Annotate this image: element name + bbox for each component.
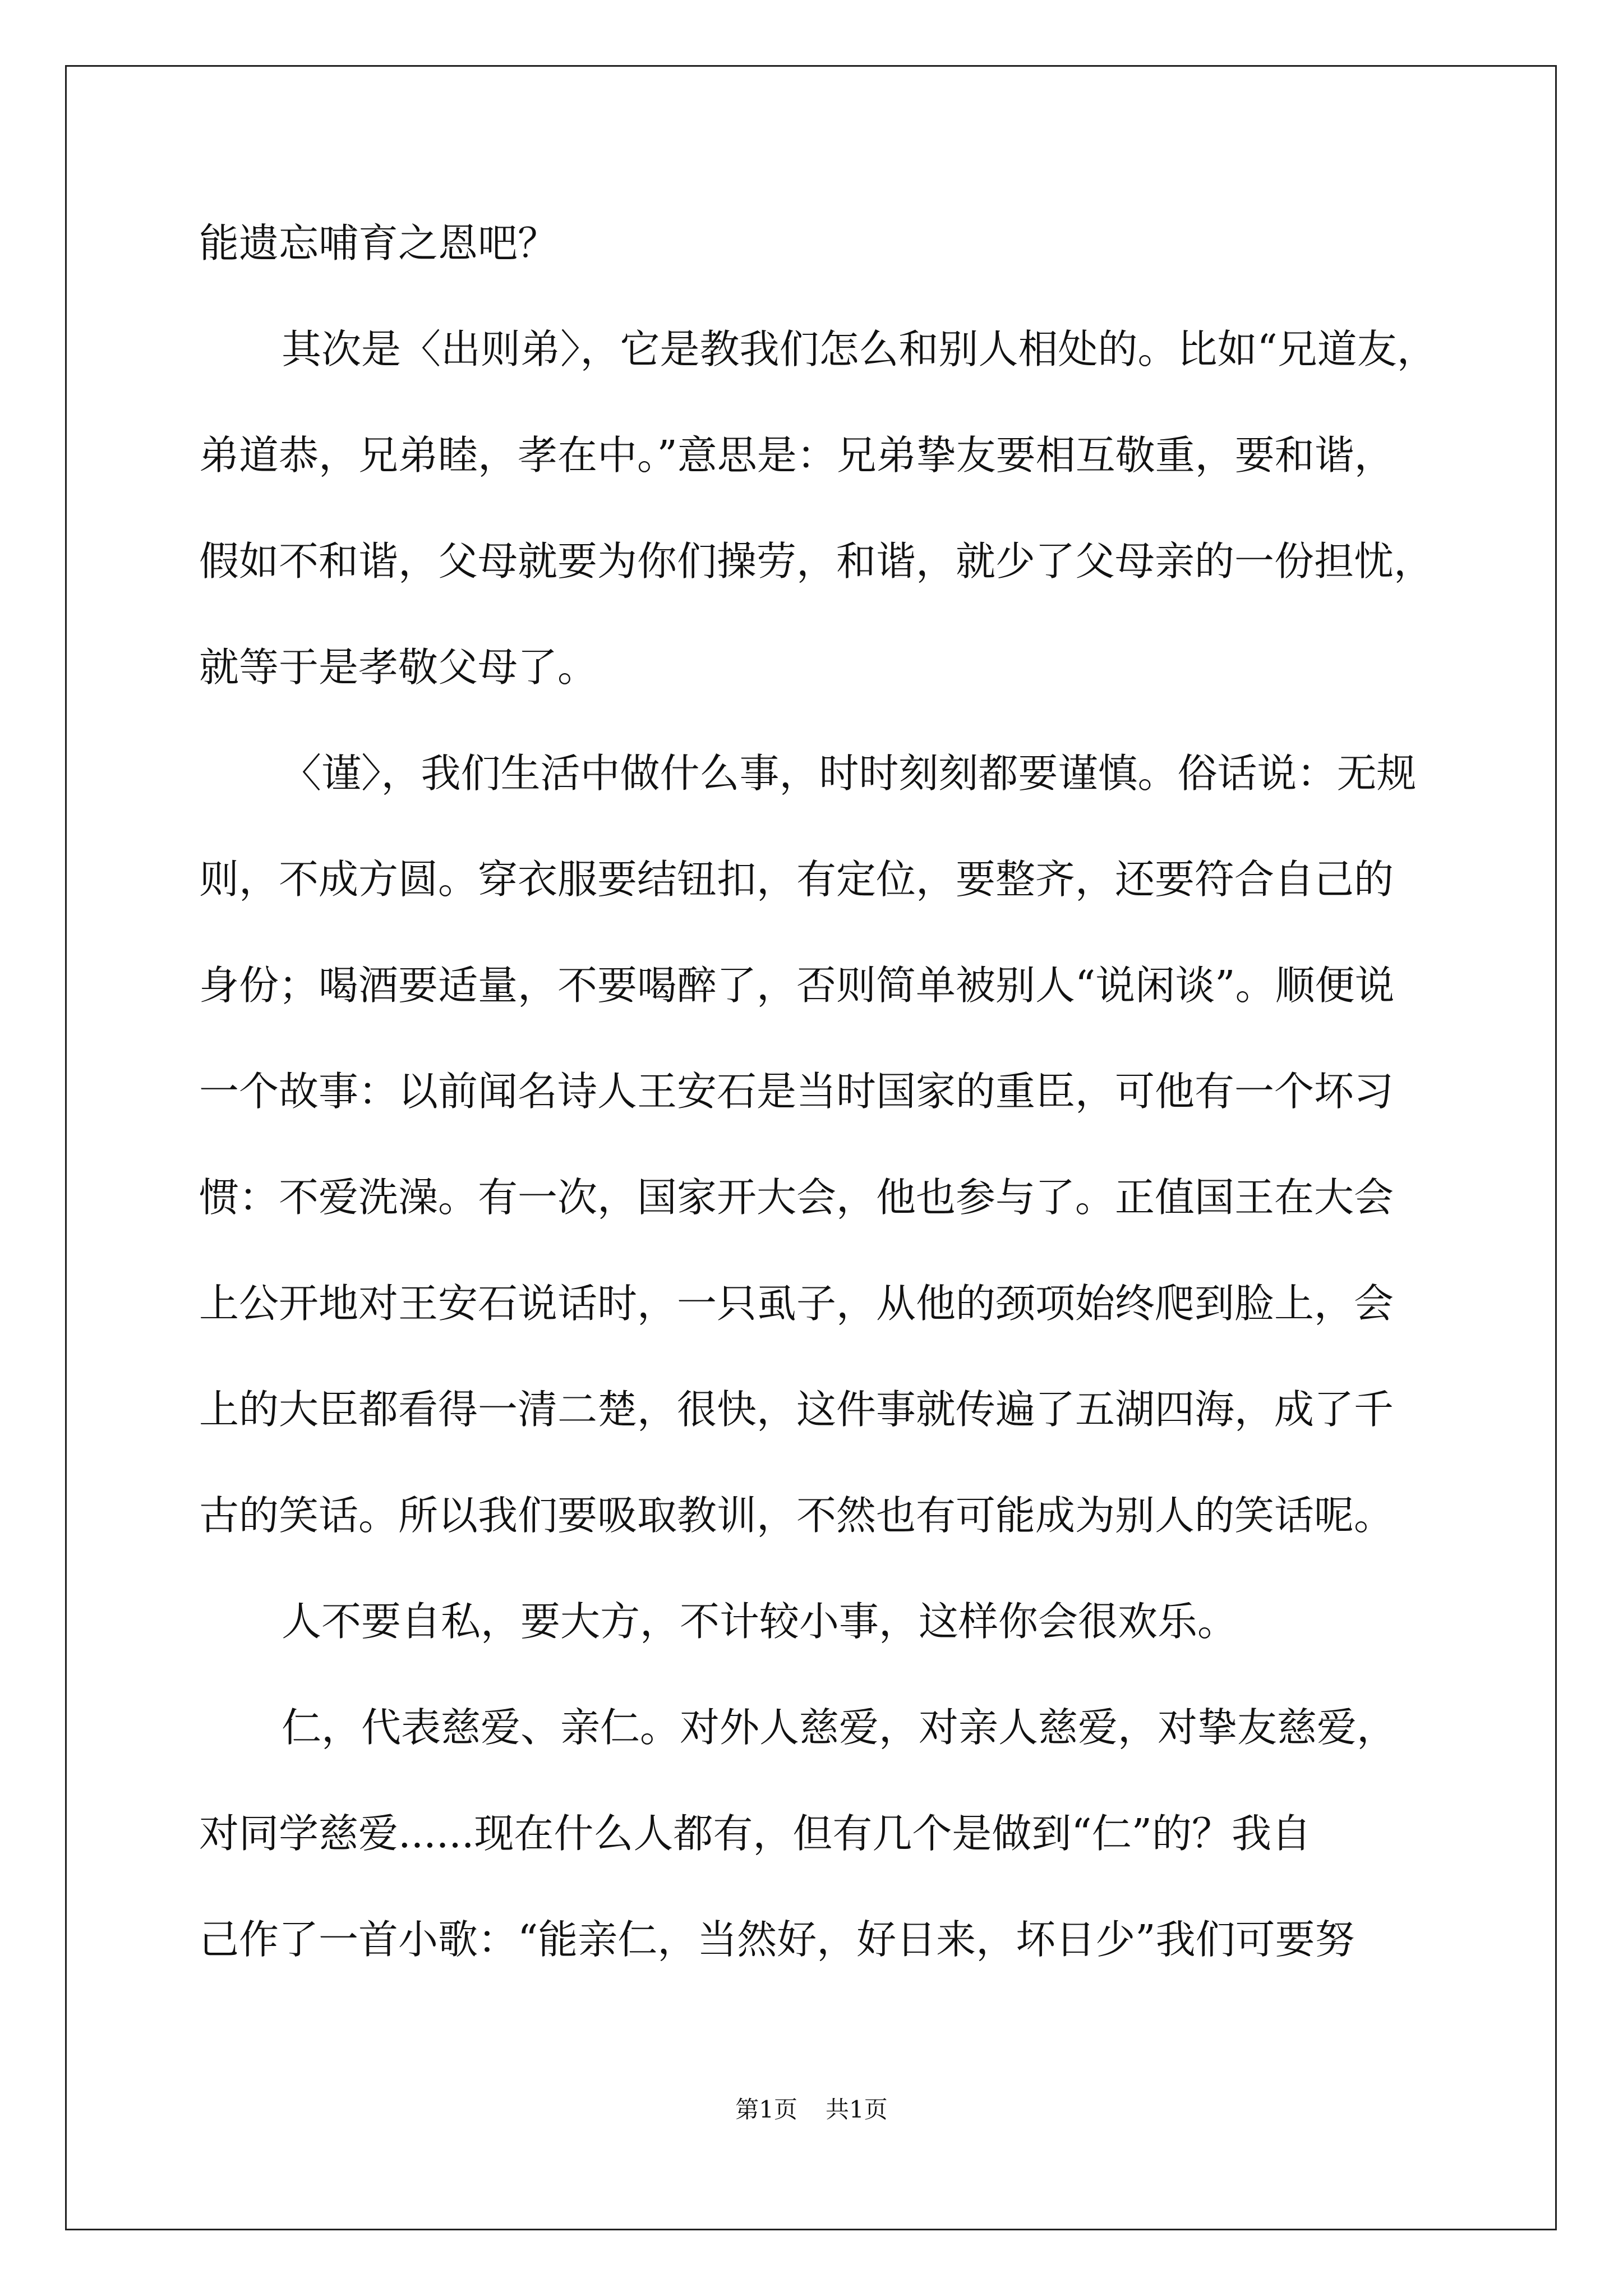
text-line: 一个故事：以前闻名诗人王安石是当时国家的重臣，可他有一个坏习 [199, 1068, 1394, 1115]
text-line: 弟道恭，兄弟睦，孝在中。”意思是：兄弟挚友要相互敬重，要和谐， [199, 432, 1394, 478]
text-line: 人不要自私，要大方，不计较小事，这样你会很欢乐。 [282, 1598, 1238, 1645]
text-line: 对同学慈爱......现在什么人都有，但有几个是做到“仁”的？我自 [199, 1810, 1312, 1857]
page-border [65, 65, 1557, 2230]
text-line: 身份；喝酒要适量，不要喝醉了，否则简单被别人“说闲谈”。顺便说 [199, 962, 1395, 1009]
text-line: 〈谨〉，我们生活中做什么事，时时刻刻都要谨慎。俗话说：无规 [282, 750, 1417, 797]
text-line: 上公开地对王安石说话时，一只虱子，从他的颈项始终爬到脸上，会 [199, 1280, 1394, 1327]
text-line: 古的笑话。所以我们要吸取教训，不然也有可能成为别人的笑话呢。 [199, 1492, 1394, 1539]
text-line: 仁，代表慈爱、亲仁。对外人慈爱，对亲人慈爱，对挚友慈爱， [282, 1704, 1397, 1751]
text-line: 就等于是孝敬父母了。 [199, 644, 598, 691]
text-line: 假如不和谐，父母就要为你们操劳，和谐，就少了父母亲的一份担忧， [199, 538, 1434, 585]
text-line: 其次是〈出则弟〉，它是教我们怎么和别人相处的。比如“兄道友， [282, 326, 1437, 372]
text-line: 能遗忘哺育之恩吧？ [199, 220, 558, 266]
page-number: 第1页 [735, 2096, 797, 2123]
page-footer [0, 2093, 1623, 2127]
text-line: 己作了一首小歌：“能亲仁，当然好，好日来，坏日少”我们可要努 [199, 1916, 1355, 1963]
page-total: 共1页 [826, 2096, 888, 2123]
text-line: 惯：不爱洗澡。有一次，国家开大会，他也参与了。正值国王在大会 [199, 1174, 1394, 1221]
text-line: 上的大臣都看得一清二楚，很快，这件事就传遍了五湖四海，成了千 [199, 1386, 1394, 1433]
text-line: 则，不成方圆。穿衣服要结钮扣，有定位，要整齐，还要符合自己的 [199, 856, 1394, 903]
